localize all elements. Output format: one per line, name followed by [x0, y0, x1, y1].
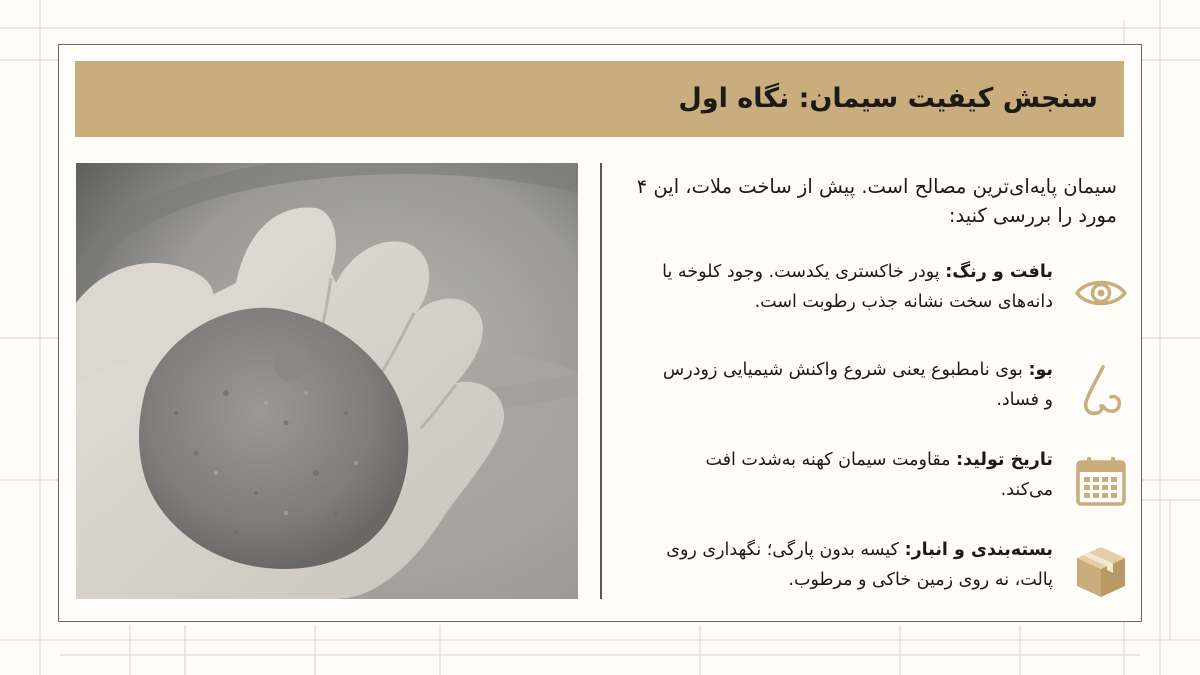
check-item-packaging — [649, 535, 1129, 613]
nose-icon — [1073, 363, 1129, 419]
eye-icon — [1073, 265, 1129, 321]
item-description: مقاومت سیمان کهنه به‌شدت افت می‌کند. — [705, 450, 1053, 500]
item-label: تاریخ تولید: — [956, 450, 1053, 470]
check-item-texture — [649, 257, 1129, 335]
item-text — [649, 535, 1053, 595]
cement-photo — [76, 163, 578, 599]
item-description: پودر خاکستری یکدست. وجود کلوخه یا دانه‌های سخت نشانه جذب رطوبت است. — [662, 262, 1053, 312]
item-label: بافت و رنگ: — [945, 262, 1053, 282]
item-text — [649, 445, 1053, 505]
check-item-production-date — [649, 445, 1129, 523]
calendar-icon — [1073, 453, 1129, 509]
item-text — [649, 257, 1053, 317]
column-divider — [600, 163, 602, 599]
check-item-smell — [649, 355, 1129, 433]
item-description: کیسه بدون پارگی؛ نگهداری روی پالت، نه روی زمین خاکی و مرطوب. — [666, 540, 1053, 590]
title-bar — [75, 61, 1124, 137]
item-text — [649, 355, 1053, 415]
box-icon — [1073, 543, 1129, 599]
item-label: بسته‌بندی و انبار: — [904, 540, 1053, 560]
slide-title: سنجش کیفیت سیمان: نگاه اول — [678, 83, 1098, 114]
item-label: بو: — [1028, 360, 1053, 380]
intro-text: سیمان پایه‌ای‌ترین مصالح است. پیش از ساخت ملات، این ۴ مورد را بررسی کنید: — [636, 175, 1117, 227]
slide-card — [58, 44, 1142, 622]
item-description: بوی نامطبوع یعنی شروع واکنش شیمیایی زودرس و فساد. — [662, 360, 1053, 410]
